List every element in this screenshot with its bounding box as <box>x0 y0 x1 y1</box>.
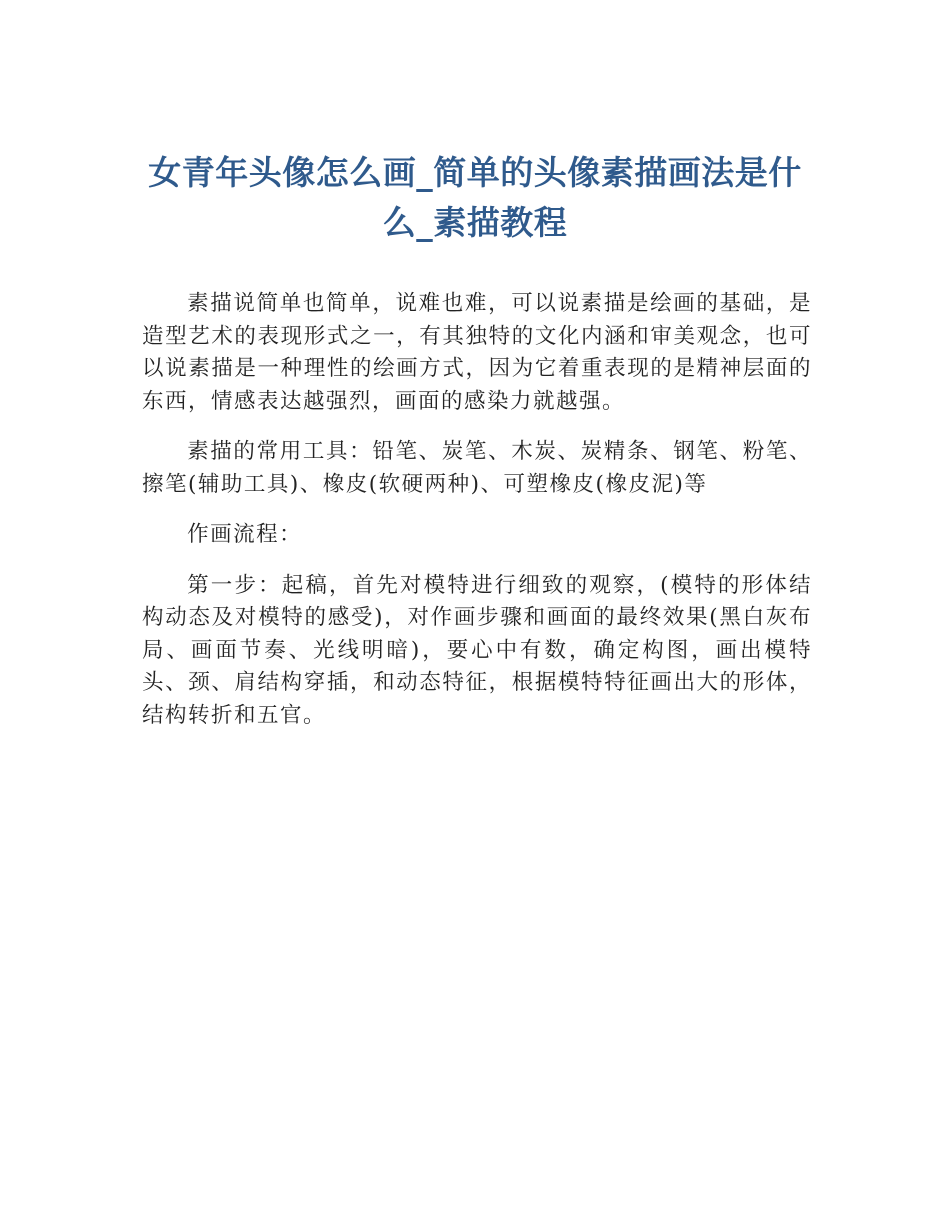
paragraph-tools: 素描的常用工具：铅笔、炭笔、木炭、炭精条、钢笔、粉笔、擦笔(辅助工具)、橡皮(软硬两种)、可塑橡皮(橡皮泥)等 <box>142 439 812 497</box>
paragraph-process-heading: 作画流程： <box>187 522 303 547</box>
paragraph-step-one: 第一步：起稿，首先对模特进行细致的观察，(模特的形体结构动态及对模特的感受)，对作画步骤和画面的最终效果(黑白灰布局、画面节奏、光线明暗)，要心中有数，确定构图，画出模特头、颈、肩结构穿插，和动态特征，根据模特特征画出大的形体，结构转折和五官。 <box>142 572 812 728</box>
document-body <box>142 288 812 750</box>
paragraph-intro: 素描说简单也简单，说难也难，可以说素描是绘画的基础，是造型艺术的表现形式之一，有其独特的文化内涵和审美观念，也可以说素描是一种理性的绘画方式，因为它着重表现的是精神层面的东西，情感表达越强烈，画面的感染力就越强。 <box>142 291 812 414</box>
document-title: 女青年头像怎么画_简单的头像素描画法是什么_素描教程 <box>148 153 802 242</box>
